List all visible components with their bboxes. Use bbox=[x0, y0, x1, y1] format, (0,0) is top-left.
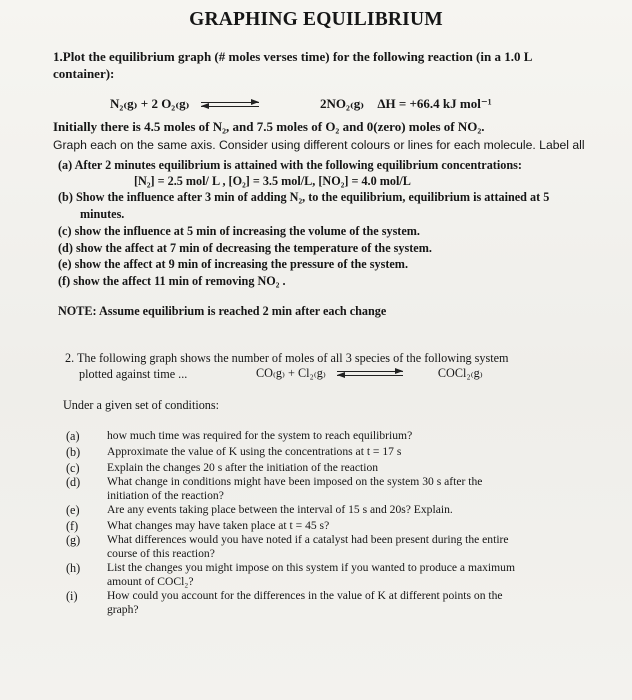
q1-graph-instruction: Graph each on the same axis. Consider using different colours or lines for each molecule. Label all bbox=[53, 138, 585, 152]
q2-item-label: (h) bbox=[66, 561, 81, 575]
q2-item-text: how much time was required for the system to reach equilibrium? bbox=[107, 429, 413, 442]
q2-intro-line2: plotted against time ... bbox=[79, 367, 188, 381]
q2-item-label: (b) bbox=[66, 445, 81, 459]
q2-item-text: How could you account for the differences in the value of K at different points on the bbox=[107, 589, 503, 602]
q2-item-text: What change in conditions might have been imposed on the system 30 s after the bbox=[107, 475, 483, 488]
q2-item-text: Are any events taking place between the interval of 15 s and 20s? Explain. bbox=[107, 503, 453, 516]
q2-item-label: (i) bbox=[66, 589, 78, 603]
q2-intro-line1: 2. The following graph shows the number of moles of all 3 species of the following system bbox=[65, 351, 509, 365]
q2-reactants: CO₍g₎ + Cl₂₍g₎ bbox=[256, 366, 326, 380]
q2-item-text: amount of COCl₂? bbox=[107, 575, 194, 588]
equilibrium-arrow-icon bbox=[201, 100, 259, 110]
q1-reaction bbox=[110, 96, 492, 112]
q2-item-label: (e) bbox=[66, 503, 80, 517]
q1-reactants: N₂₍g₎ + 2 O₂₍g₎ bbox=[110, 96, 190, 111]
q2-item-text: initiation of the reaction? bbox=[107, 489, 224, 502]
q2-item-label: (a) bbox=[66, 429, 80, 443]
q1-note: NOTE: Assume equilibrium is reached 2 min after each change bbox=[58, 304, 387, 318]
q2-item-text: List the changes you might impose on this system if you wanted to produce a maximum bbox=[107, 561, 515, 574]
q2-conditions: Under a given set of conditions: bbox=[63, 398, 220, 412]
q1-enthalpy: ΔH = +66.4 kJ mol⁻¹ bbox=[377, 96, 492, 111]
q2-item-text: What differences would you have noted if a catalyst had been present during the entire bbox=[107, 533, 509, 546]
q1-intro-line2: container): bbox=[53, 66, 115, 81]
q1-part-e: (e) show the affect at 9 min of increasing the pressure of the system. bbox=[58, 257, 408, 271]
q2-item-text: What changes may have taken place at t = 45 s? bbox=[107, 519, 330, 532]
q2-item-label: (g) bbox=[66, 533, 81, 547]
page-title: GRAPHING EQUILIBRIUM bbox=[189, 9, 443, 30]
q1-part-b-line2: minutes. bbox=[80, 207, 125, 221]
q1-part-a-line1: (a) After 2 minutes equilibrium is attained with the following equilibrium concentrations: bbox=[58, 158, 522, 172]
q1-part-c: (c) show the influence at 5 min of increasing the volume of the system. bbox=[58, 224, 420, 238]
q2-item-label: (c) bbox=[66, 461, 80, 475]
q1-intro-line1: 1.Plot the equilibrium graph (# moles verses time) for the following reaction (in a 1.0 L bbox=[53, 49, 533, 64]
q1-part-b-line1: (b) Show the influence after 3 min of adding N₂, to the equilibrium, equilibrium is attained at 5 bbox=[58, 190, 550, 204]
q1-part-f: (f) show the affect 11 min of removing NO₂ . bbox=[58, 274, 286, 288]
q1-products: 2NO₂₍g₎ bbox=[319, 96, 365, 111]
equilibrium-arrow-icon bbox=[337, 369, 403, 379]
q2-item-text: Approximate the value of K using the concentrations at t = 17 s bbox=[107, 445, 402, 458]
q2-item-text: course of this reaction? bbox=[107, 547, 215, 560]
q2-item-text: graph? bbox=[107, 603, 139, 616]
q2-item-label: (f) bbox=[66, 519, 79, 533]
q2-products: COCl₂₍g₎ bbox=[437, 366, 483, 380]
q1-part-d: (d) show the affect at 7 min of decreasing the temperature of the system. bbox=[58, 241, 432, 255]
q1-part-a-line2: [N₂] = 2.5 mol/ L , [O₂] = 3.5 mol/L, [NO₂] = 4.0 mol/L bbox=[134, 174, 411, 188]
q2-item-label: (d) bbox=[66, 475, 81, 489]
q2-reaction bbox=[256, 366, 483, 381]
q1-initial-conditions: Initially there is 4.5 moles of N₂, and 7.5 moles of O₂ and 0(zero) moles of NO₂. bbox=[53, 119, 485, 134]
q2-item-text: Explain the changes 20 s after the initiation of the reaction bbox=[107, 461, 379, 474]
